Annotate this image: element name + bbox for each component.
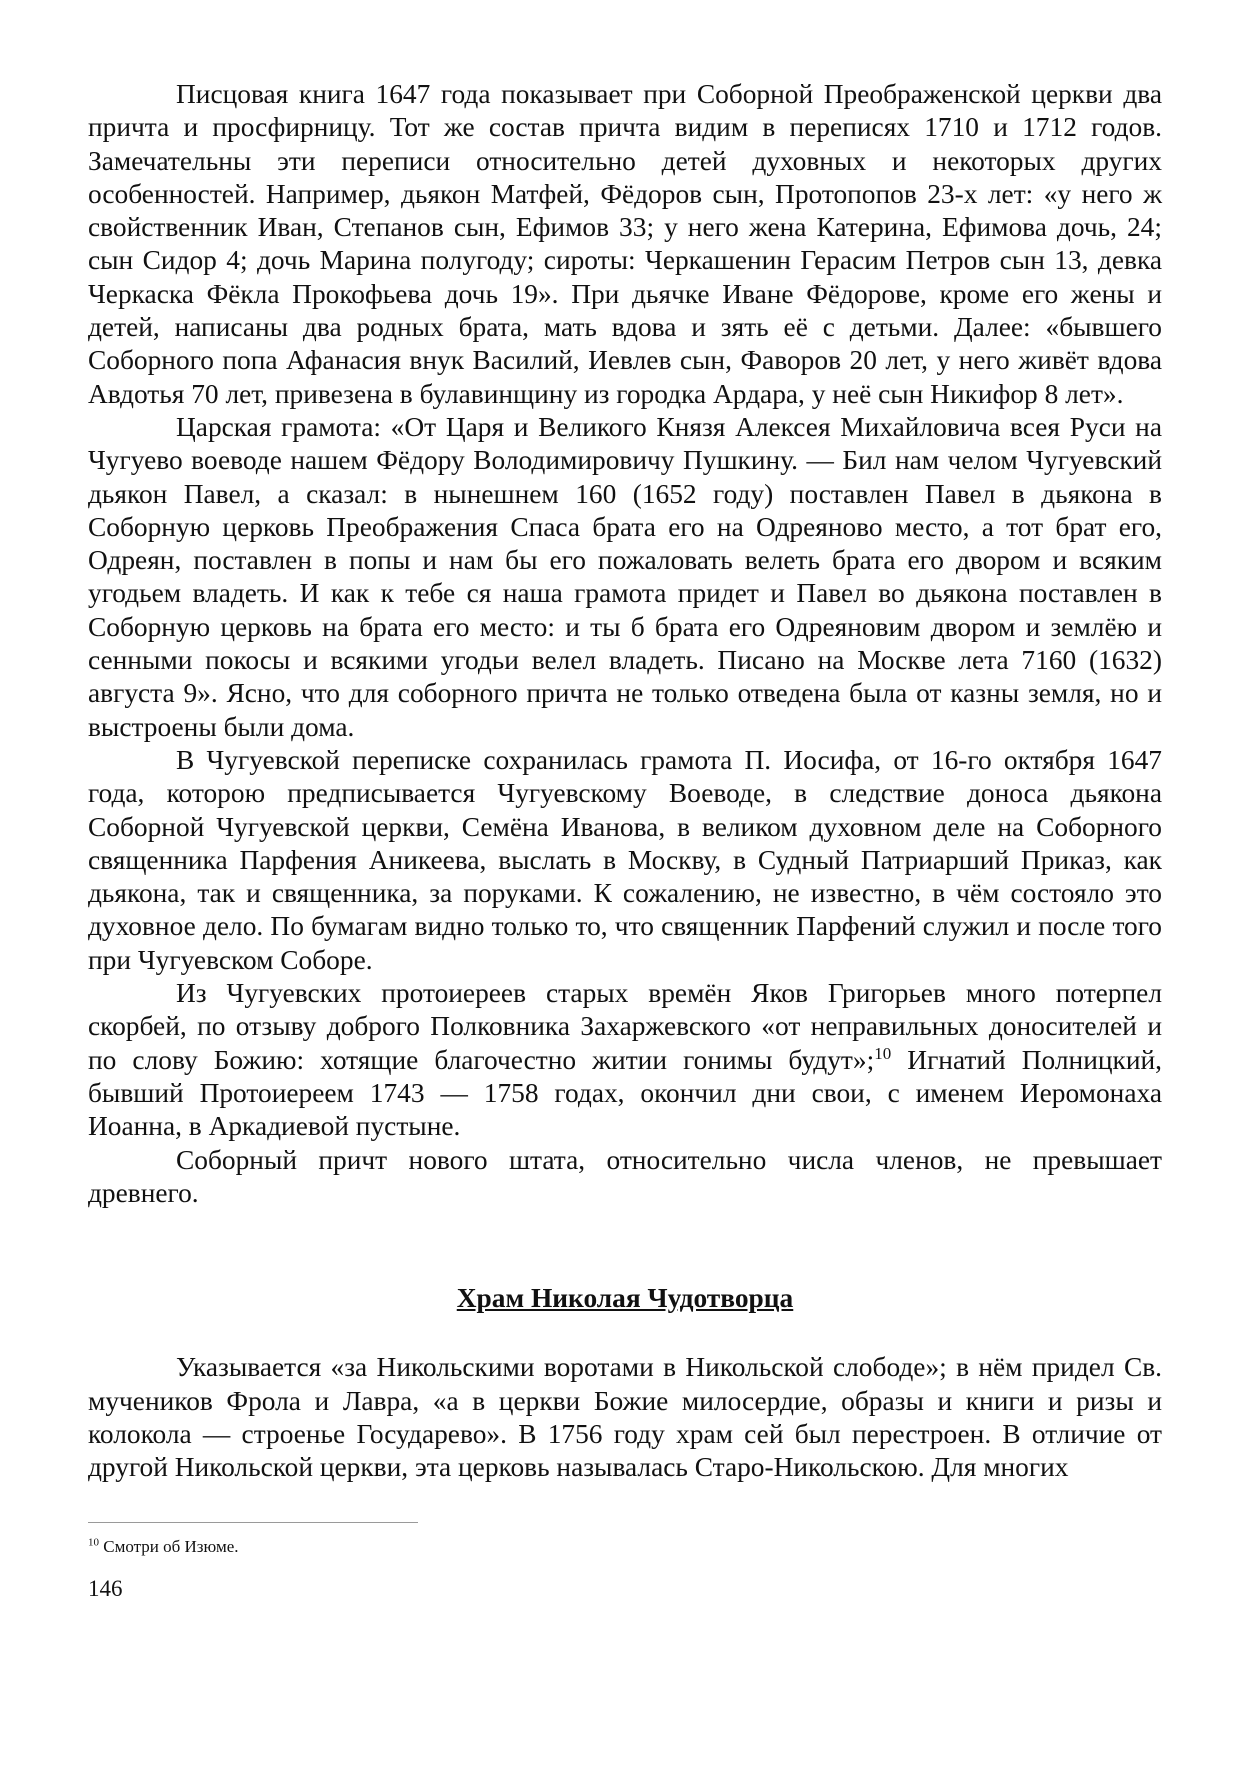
- paragraph-archpriests-text-b: Игнатий Полницкий, бывший Протоиереем 1743 — 1758 годах, окончил дни свои, с именем Иеромонаха Иоанна, в Аркадиевой пустыне.: [88, 1044, 1162, 1142]
- paragraph-royal-charter: Царская грамота: «От Царя и Великого Князя Алексея Михайловича всея Руси на Чугуево воеводе нашем Фёдору Володимировичу Пушкину. — Бил нам челом Чугуевский дьякон Павел, а сказал: в нынешнем 160 (1652 году) поставлен Павел в дьякона в Соборную церковь Преображения Спаса брата его на Одреяново место, а тот брат его, Одреян, поставлен в попы и нам бы его пожаловать велеть брата его двором и всяким угодьем владеть. И как к тебе ся наша грамота придет и Павел во дьякона поставлен в Соборную церковь на брата его место: и ты б брата его Одреяновим двором и землёю и сенными покосы и всякими угодьи велел владеть. Писано на Москве лета 7160 (1632) августа 9». Ясно, что для соборного причта не только отведена была от казны земля, но и выстроены были дома.: [88, 411, 1162, 742]
- paragraph-new-staff: Соборный причт нового штата, относительно числа членов, не превышает древнего.: [88, 1144, 1162, 1208]
- footnote-number: 10: [88, 1536, 99, 1549]
- page-body: [88, 78, 1162, 1485]
- footnote-reference: 10: [874, 1043, 892, 1063]
- section-heading: Храм Николая Чудотворца: [456, 1283, 794, 1314]
- footnote-area: [88, 1522, 1162, 1557]
- paragraph-archpriests-text-a: Из Чугуевских протоиереев старых времён Яков Григорьев много потерпел скорбей, по отзыву доброго Полковника Захаржевского «от неправильных доносителей и по слову Божию: хотящие благочестно житии гонимы будут»;: [88, 978, 1162, 1075]
- page-number: 146: [88, 1576, 123, 1601]
- paragraph-archpriests: [88, 977, 1162, 1143]
- footnote-text: [88, 1537, 1162, 1557]
- paragraph-nicholas-church: Указывается «за Никольскими воротами в Никольской слободе»; в нём придел Св. мучеников Фрола и Лавра, «а в церкви Божие милосердие, образы и книги и ризы и колокола — строенье Государево». В 1756 году храм сей был перестроен. В отличие от другой Никольской церкви, эта церковь называлась Старо-Никольскою. Для многих: [88, 1352, 1162, 1483]
- footnote-body: Смотри об Изюме.: [99, 1537, 239, 1556]
- footnote-separator: [88, 1522, 418, 1523]
- paragraph-scribe-book: Писцовая книга 1647 года показывает при Соборной Преображенской церкви два причта и просфирницу. Тот же состав причта видим в переписях 1710 и 1712 годов. Замечательны эти переписи относительно детей духовных и некоторых других особенностей. Например, дьякон Матфей, Фёдоров сын, Протопопов 23-х лет: «у него ж свойственник Иван, Степанов сын, Ефимов 33; у него жена Катерина, Ефимова дочь, 24; сын Сидор 4; дочь Марина полугоду; сироты: Черкашенин Герасим Петров сын 13, девка Черкаска Фёкла Прокофьева дочь 19». При дьячке Иване Фёдорове, кроме его жены и детей, написаны два родных брата, мать вдова и зять её с детьми. Далее: «бывшего Соборного попа Афанасия внук Василий, Иевлев сын, Фаворов 20 лет, у него живёт вдова Авдотья 70 лет, привезена в булавинщину из городка Ардара, у неё сын Никифор 8 лет».: [88, 79, 1162, 409]
- paragraph-patriarch-charter: В Чугуевской переписке сохранилась грамота П. Иосифа, от 16-го октября 1647 года, которою предписывается Чугуевскому Воеводе, в следствие доноса дьякона Соборной Чугуевской церкви, Семёна Иванова, в великом духовном деле на Соборного священника Парфения Аникеева, выслать в Москву, в Судный Патриарший Приказ, как дьякона, так и священника, за поруками. К сожалению, не известно, в чём состояло это духовное дело. По бумагам видно только то, что священник Парфений служил и после того при Чугуевском Соборе.: [88, 744, 1162, 975]
